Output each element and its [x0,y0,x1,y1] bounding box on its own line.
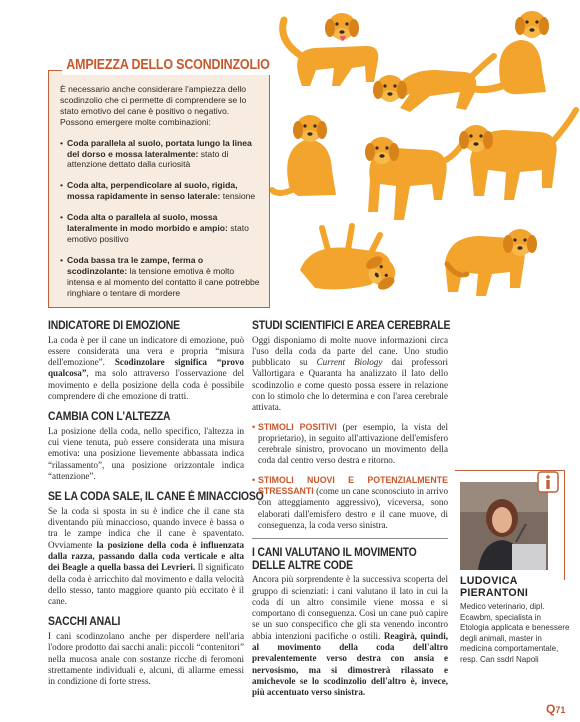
column-right [252,319,451,699]
dog-standing-happy [283,13,379,86]
section-body: La coda è per il cane un indicatore di emozione, può essere considerata una vera e propria “misura dell'emozione”. Scodinzolare significa “provo qualcosa”, ma solo attraverso l'osservazione del movimento e della posizione della coda è possibile comprendere di che emozione di tratti. [48,334,244,401]
section-scientific-studies [252,319,451,531]
bullet-positive-stimuli: • STIMOLI POSITIVI (per esempio, la vista del proprietario), in seguito all'attivazione dell'emisfero cerebrale sinistro, provocano un movimento della coda dal centro verso destra e ritorno. [252,422,448,467]
dog-standing-alert [459,110,576,200]
section-emotion-indicator [48,320,244,402]
list-item: • Coda alta o parallela al suolo, mossa lateralmente in modo morbido e ampio: stato emotivo positivo [60,212,260,245]
author-bio: Medico veterinario, dipl. Ecawbm, specialista in Etologia applicata e benessere degli animali, master in medicina comportamentale, resp. Can ssdrl Napoli [460,602,570,664]
dog-play-bow [373,56,494,112]
author-name: LUDOVICA PIERANTONI [460,575,529,599]
dog-standing-front [365,134,466,220]
section-heading: INDICATORE DI EMOZIONE [48,319,180,332]
magazine-logo: Q [546,702,556,716]
bullet-stressful-stimuli: • STIMOLI NUOVI E POTENZIALMENTE STRESSANTI (come un cane sconosciuto in arrivo con atteggiamento aggressivo), viceversa, sono elaborati dall'emisfero destro e il cane muove, di conseguenza, la coda verso sinistra. [252,475,448,531]
section-body: La posizione della coda, nello specifico, l'altezza in cui viene tenuta, può essere considerata una misura emotiva: una posizione lievemente abbassata indica “rilassamento”, una posizione orizzontale indica “attenzione”. [48,425,244,481]
section-heading: SACCHI ANALI [48,615,121,629]
box-title: AMPIEZZA DELLO SCONDINZOLIO [62,57,274,75]
list-item: • Coda alta, perpendicolare al suolo, rigida, mossa rapidamente in senso laterale: tensione [60,180,260,202]
section-other-tails [252,547,448,698]
list-item: • Coda bassa tra le zampe, ferma o scodinzolante: la tensione emotiva è molto intensa e al momento del contatto il cane potrebbe ringhiare o tentare di mordere [60,255,260,299]
dog-scared [445,229,537,296]
page-number: Q71 [546,702,566,716]
info-icon [537,471,559,493]
section-heading: SE LA CODA SALE, IL CANE È MINACCIOSO [48,490,264,504]
combinations-list [60,138,260,299]
author-photo [460,482,548,570]
section-heading: STUDI SCIENTIFICI E AREA CEREBRALE [252,319,451,332]
section-anal-sacs [48,616,244,687]
section-heading: I CANI VALUTANO IL MOVIMENTO DELLE ALTRE CODE [252,546,417,572]
section-body: I cani scodinzolano anche per disperdere nell'aria l'odore prodotto dai sacchi anali: piccoli “contenitori” nella mucosa anale con sostanze ricche di feromoni strettamente individuali e, alcuni, di allarme emessi in condizione di forte stress. [48,630,244,687]
list-item: • Coda parallela al suolo, portata lungo la linea del dorso e mossa lateralmente: stato di attenzione dettato dalla curiosità [60,138,260,171]
section-body: Oggi disponiamo di molte nuove informazioni circa l'uso della coda da parte del cane. Uno studio pubblicato su Current Biology dai professori Vallortigara e Quaranta ha analizzato il lato dello scodinzolio e come questo possa essere in relazione con lo stimolo che lo determina e con l'area cerebrale attivata. [252,334,448,413]
divider [252,538,448,539]
section-body: Ancora più sorprendente è la successiva scoperta del gruppo di scienziati: i cani valutano il lato in cui la coda di un altro consimile viene mossa e si comportano di conseguenza. Così un cane può capire se un suo conspecifico che gli sta venendo incontro abbia intenzioni pacifiche o ostili. Reagirà, quindi, al movimento della coda dell'altro prevalentemente verso destra con ansia e nervosismo, ma si dimostrerà rilassato e amichevole se lo scodinzolio dell'altro è, invece, più accentuato verso sinistra. [252,574,448,698]
box-intro: È necessario anche considerare l'ampiezza dello scodinzolio che ci permette di comprendere se lo stato emotivo del cane è positivo o negativo. Possono emergere molte combinazioni: [60,84,247,127]
section-height [48,411,244,482]
section-heading: CAMBIA CON L'ALTEZZA [48,410,171,424]
dog-sitting-front [272,115,336,196]
dog-illustrations [270,0,580,310]
column-left [48,319,264,696]
dog-sitting-right [472,11,549,94]
dog-rolling-back [300,226,402,294]
box-content [60,84,260,299]
section-tail-rises [48,490,264,607]
section-body: Se la coda si sposta in su è indice che il cane sta diventando più minaccioso, quando invece è bassa o tra le zampe indica che il cane è spaventato. Ovviamente la posizione della coda è influenzata dalla razza, passando dalla coda verticale e alta dei Beagle a quella bassa dei Levrieri. Il significato della coda è arricchito dal movimento e dalla velocità dello stesso, tanto maggiore quanto più eccitato è il cane. [48,505,244,607]
